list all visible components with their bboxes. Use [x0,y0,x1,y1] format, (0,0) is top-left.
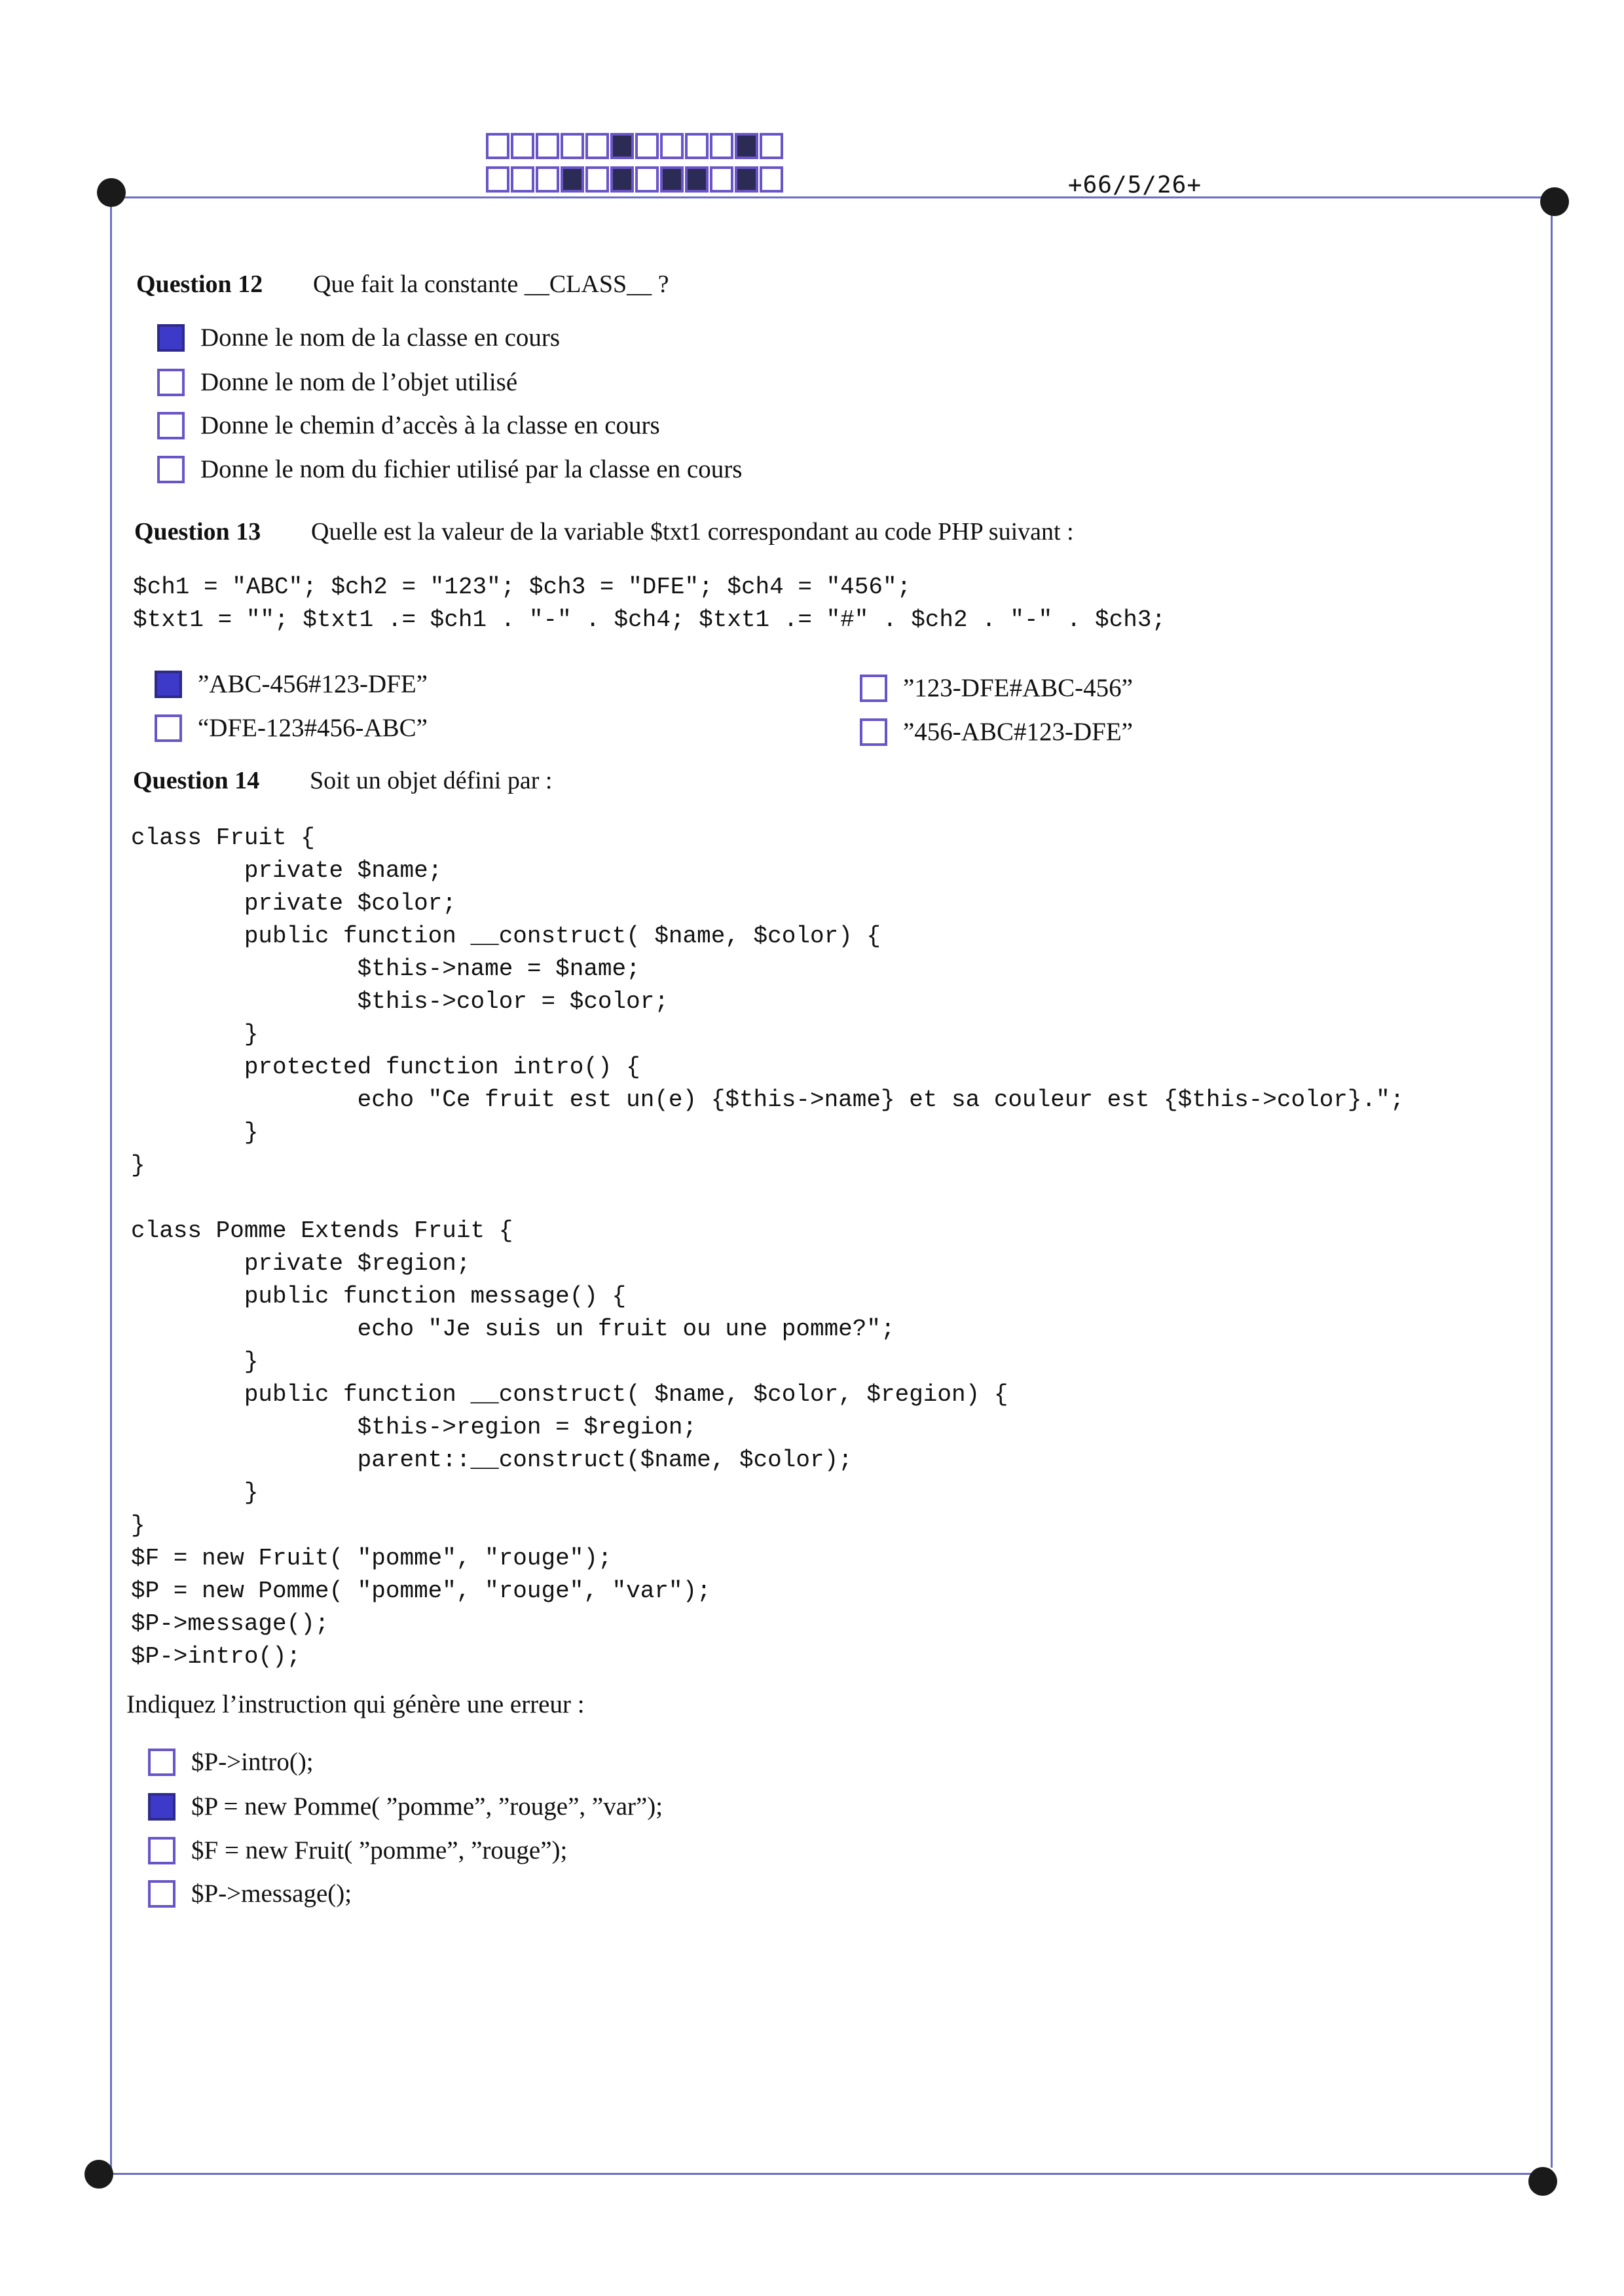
answer-label: Donne le nom de l’objet utilisé [200,368,518,396]
q13-option-4[interactable] [860,717,1133,747]
barcode-cell [735,166,758,193]
answer-label: ”123-DFE#ABC-456” [903,674,1133,702]
q13-option-3[interactable] [860,673,1133,703]
barcode-cell [610,166,634,193]
barcode-cell [660,133,684,159]
q12-option-3[interactable] [157,411,660,440]
q12-option-2[interactable] [157,367,517,397]
question-text: Quelle est la valeur de la variable $txt1 correspondant au code PHP suivant : [311,518,1074,546]
frame-right-line [1551,203,1553,2168]
barcode-cell [511,133,534,159]
answer-label: $P = new Pomme( ”pomme”, ”rouge”, ”var”); [191,1792,663,1821]
corner-marker-top-left [97,178,126,207]
barcode-cell [486,166,509,193]
q14-prompt: Indiquez l’instruction qui génère une erreur : [126,1690,585,1718]
q13-option-2[interactable] [155,713,428,743]
answer-label: “DFE-123#456-ABC” [198,714,428,742]
question-text: Soit un objet défini par : [310,767,553,794]
barcode-cell [536,166,559,193]
answer-checkbox[interactable] [148,1837,175,1864]
answer-label: $P->intro(); [191,1748,314,1776]
question-number: Question 12 [136,270,263,298]
barcode-cell [760,133,783,159]
frame-bottom-line [98,2173,1549,2175]
barcode-cell [585,166,609,193]
answer-checkbox[interactable] [148,1880,175,1908]
question-number: Question 14 [133,767,260,794]
answer-checkbox[interactable] [860,718,887,746]
barcode-cell [610,133,634,159]
answer-checkbox[interactable] [157,369,185,396]
barcode-cell [735,133,758,159]
question-12-heading [136,270,669,299]
answer-label: ”456-ABC#123-DFE” [903,718,1133,746]
answer-label: Donne le chemin d’accès à la classe en cours [200,411,660,439]
answer-checkbox[interactable] [157,456,185,483]
question-text: Que fait la constante __CLASS__ ? [313,270,669,298]
barcode-cell [486,133,509,159]
answer-label: Donne le nom de la classe en cours [200,324,561,352]
q12-option-1[interactable] [157,323,560,352]
answer-label: $P->message(); [191,1879,352,1908]
corner-marker-top-right [1540,187,1569,216]
barcode-cell [685,133,709,159]
question-14-heading [133,766,552,795]
barcode-cell [710,133,733,159]
q14-option-1[interactable] [148,1747,314,1777]
frame-top-line [110,196,1551,198]
q14-option-3[interactable] [148,1836,567,1865]
page-identifier: +66/5/26+ [1067,172,1202,198]
q13-code-block: $ch1 = "ABC"; $ch2 = "123"; $ch3 = "DFE"; $ch4 = "456"; $txt1 = ""; $txt1 .= $ch1 . "-" . $ch4; $txt1 .= "#" . $ch2 . "-" . $ch3; [133,574,1166,633]
q14-option-2[interactable] [148,1792,663,1821]
answer-checkbox[interactable] [148,1793,175,1821]
answer-label: ”ABC-456#123-DFE” [198,670,428,698]
barcode-cell [585,133,609,159]
q12-option-4[interactable] [157,454,742,484]
barcode-cell [561,166,584,193]
corner-marker-bottom-left [84,2160,113,2189]
answer-checkbox[interactable] [157,412,185,439]
q14-code-block: class Fruit { private $name; private $color; public function __construct( $name, $color) { $this->name = $name; $this->color = $color; } protected function intro() { echo "Ce fruit est un(e) {$this->name} et sa couleur est {$this->color}."; } } class Pomme Extends Fruit { private $region; public function message() { echo "Je suis un fruit ou une pomme?"; } public function __construct( $name, $color, $region) { $this->region = $region; parent::__construct($name, $color); } } $F = new Fruit( "pomme", "rouge"); $P = new Pomme( "pomme", "rouge", "var"); $P->message(); $P->intro(); [131,824,1405,1670]
barcode-row-2 [486,166,783,193]
answer-checkbox[interactable] [157,324,185,352]
q14-option-4[interactable] [148,1879,352,1908]
question-number: Question 13 [134,518,261,546]
barcode-cell [760,166,783,193]
answer-label: $F = new Fruit( ”pomme”, ”rouge”); [191,1836,568,1864]
answer-checkbox[interactable] [155,671,182,698]
barcode-cell [536,133,559,159]
barcode-cell [685,166,709,193]
question-13-heading [134,517,1074,546]
barcode-row-1 [486,133,783,159]
corner-marker-bottom-right [1528,2167,1557,2196]
q13-option-1[interactable] [155,669,428,699]
answer-label: Donne le nom du fichier utilisé par la classe en cours [200,455,743,483]
frame-left-line [110,196,112,2173]
barcode-cell [635,133,659,159]
barcode-cell [710,166,733,193]
barcode-cell [660,166,684,193]
answer-checkbox[interactable] [155,714,182,742]
answer-checkbox[interactable] [860,675,887,702]
barcode-cell [511,166,534,193]
answer-checkbox[interactable] [148,1749,175,1776]
barcode-cell [561,133,584,159]
barcode-cell [635,166,659,193]
